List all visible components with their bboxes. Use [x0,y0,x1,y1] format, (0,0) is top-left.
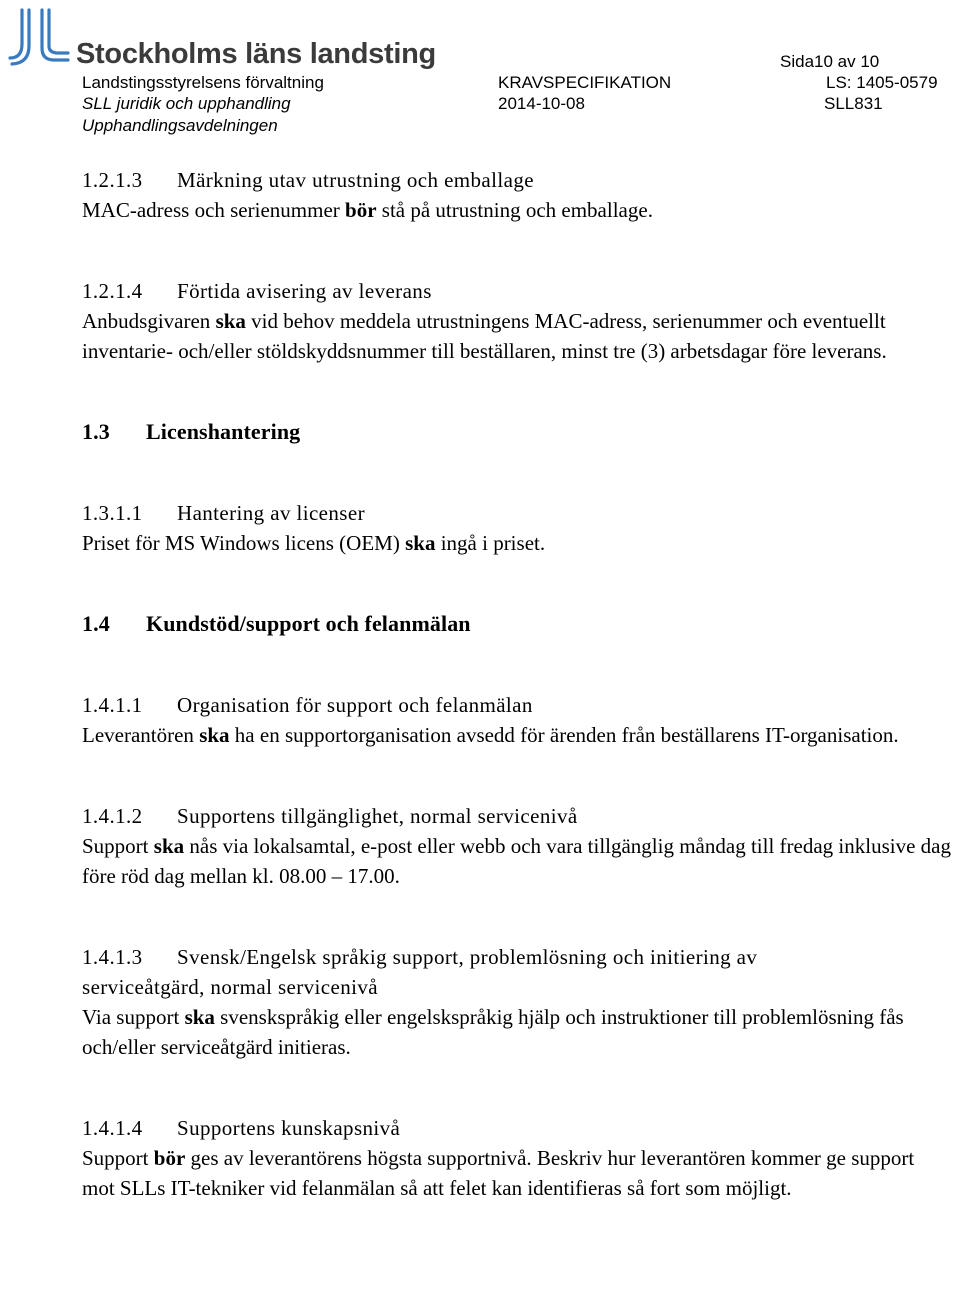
paragraph-text: Leverantören [82,723,200,747]
section-title: Hantering av licenser [177,501,365,525]
paragraph-text: ingå i priset. [435,531,546,555]
heading-number: 1.4 [82,611,110,636]
section-number: 1.2.1.3 [82,168,143,192]
requirement-keyword: ska [215,309,246,333]
section-title: Märkning utav utrustning och emballage [177,168,534,192]
section-title: Supportens tillgänglighet, normal servicenivå [177,804,578,828]
org-line-2: SLL juridik och upphandling [82,94,291,113]
heading-1-3 [82,417,952,447]
section-paragraph [82,720,952,750]
section-number: 1.4.1.2 [82,804,143,828]
paragraph-text: ha en supportorganisation avsedd för ärenden från beställarens IT-organisation. [229,723,899,747]
section-title: Förtida avisering av leverans [177,279,432,303]
section-paragraph [82,1002,952,1062]
page-number: Sida10 av 10 [780,52,880,71]
section-heading [82,942,952,972]
section-heading [82,690,952,720]
paragraph-text: vid behov meddela utrustningens MAC-adress, serienummer och eventuellt inventarie- och/eller stöldskyddsnummer till beställaren, minst tre (3) arbetsdagar före leverans. [82,309,887,363]
paragraph-text: Support [82,834,154,858]
paragraph-text: Priset för MS Windows licens (OEM) [82,531,406,555]
paragraph-text: MAC-adress och serienummer [82,198,346,222]
section-paragraph [82,831,952,891]
requirement-keyword: ska [184,1005,215,1029]
org-line-3: Upphandlingsavdelningen [82,116,278,135]
paragraph-text: nås via lokalsamtal, e-post eller webb och vara tillgänglig måndag till fredag inklusive dag före röd dag mellan kl. 08.00 – 17.00. [82,834,951,888]
section-1-2-1-4 [82,276,952,366]
section-1-3-1-1 [82,498,952,558]
section-heading [82,1113,952,1143]
sll-logo [6,8,446,72]
section-number: 1.4.1.4 [82,1116,143,1140]
section-number: 1.4.1.1 [82,693,143,717]
section-title: Supportens kunskapsnivå [177,1116,401,1140]
section-paragraph [82,1143,952,1203]
section-heading [82,165,952,195]
paragraph-text: stå på utrustning och emballage. [376,198,653,222]
doc-type: KRAVSPECIFIKATION [498,73,672,92]
section-heading [82,801,952,831]
section-number: 1.3.1.1 [82,501,143,525]
requirement-keyword: ska [153,834,185,858]
paragraph-text: svenskspråkig eller engelskspråkig hjälp och instruktioner till problemlösning fås och/eller serviceåtgärd initieras. [82,1005,904,1059]
sll-logo-icon [6,8,72,66]
logo-text: Stockholms läns landsting [76,38,436,70]
ls-number: LS: 1405-0579 [826,73,938,92]
org-line-1: Landstingsstyrelsens förvaltning [82,73,324,92]
paragraph-text: Via support [82,1005,185,1029]
heading-number: 1.3 [82,419,110,444]
heading-title: Kundstöd/support och felanmälan [146,611,471,636]
requirement-keyword: ska [405,531,436,555]
paragraph-text: ges av leverantörens högsta supportnivå. Beskriv hur leverantören kommer ge support mot SLLs IT-tekniker vid felanmälan så att felet kan identifieras så fort som möjligt. [82,1146,915,1200]
section-paragraph [82,528,952,558]
sll-code: SLL831 [824,94,883,113]
section-paragraph [82,306,952,366]
section-heading [82,276,952,306]
doc-date: 2014-10-08 [498,94,585,113]
section-title: Svensk/Engelsk språkig support, problemlösning och initiering av [177,945,758,969]
section-number: 1.2.1.4 [82,279,143,303]
requirement-keyword: bör [153,1146,186,1170]
heading-title: Licenshantering [146,419,301,444]
heading-1-4 [82,609,952,639]
section-1-4-1-4 [82,1113,952,1203]
requirement-keyword: ska [199,723,230,747]
section-title: Organisation för support och felanmälan [177,693,533,717]
section-number: 1.4.1.3 [82,945,143,969]
section-title-continued: serviceåtgärd, normal servicenivå [82,975,378,999]
section-heading [82,498,952,528]
paragraph-text: Support [82,1146,154,1170]
section-paragraph [82,195,952,225]
section-1-4-1-2 [82,801,952,891]
paragraph-text: Anbudsgivaren [82,309,216,333]
section-1-4-1-3 [82,942,952,1062]
requirement-keyword: bör [345,198,377,222]
document-body [82,165,952,1203]
section-1-4-1-1 [82,690,952,750]
section-1-2-1-3 [82,165,952,225]
